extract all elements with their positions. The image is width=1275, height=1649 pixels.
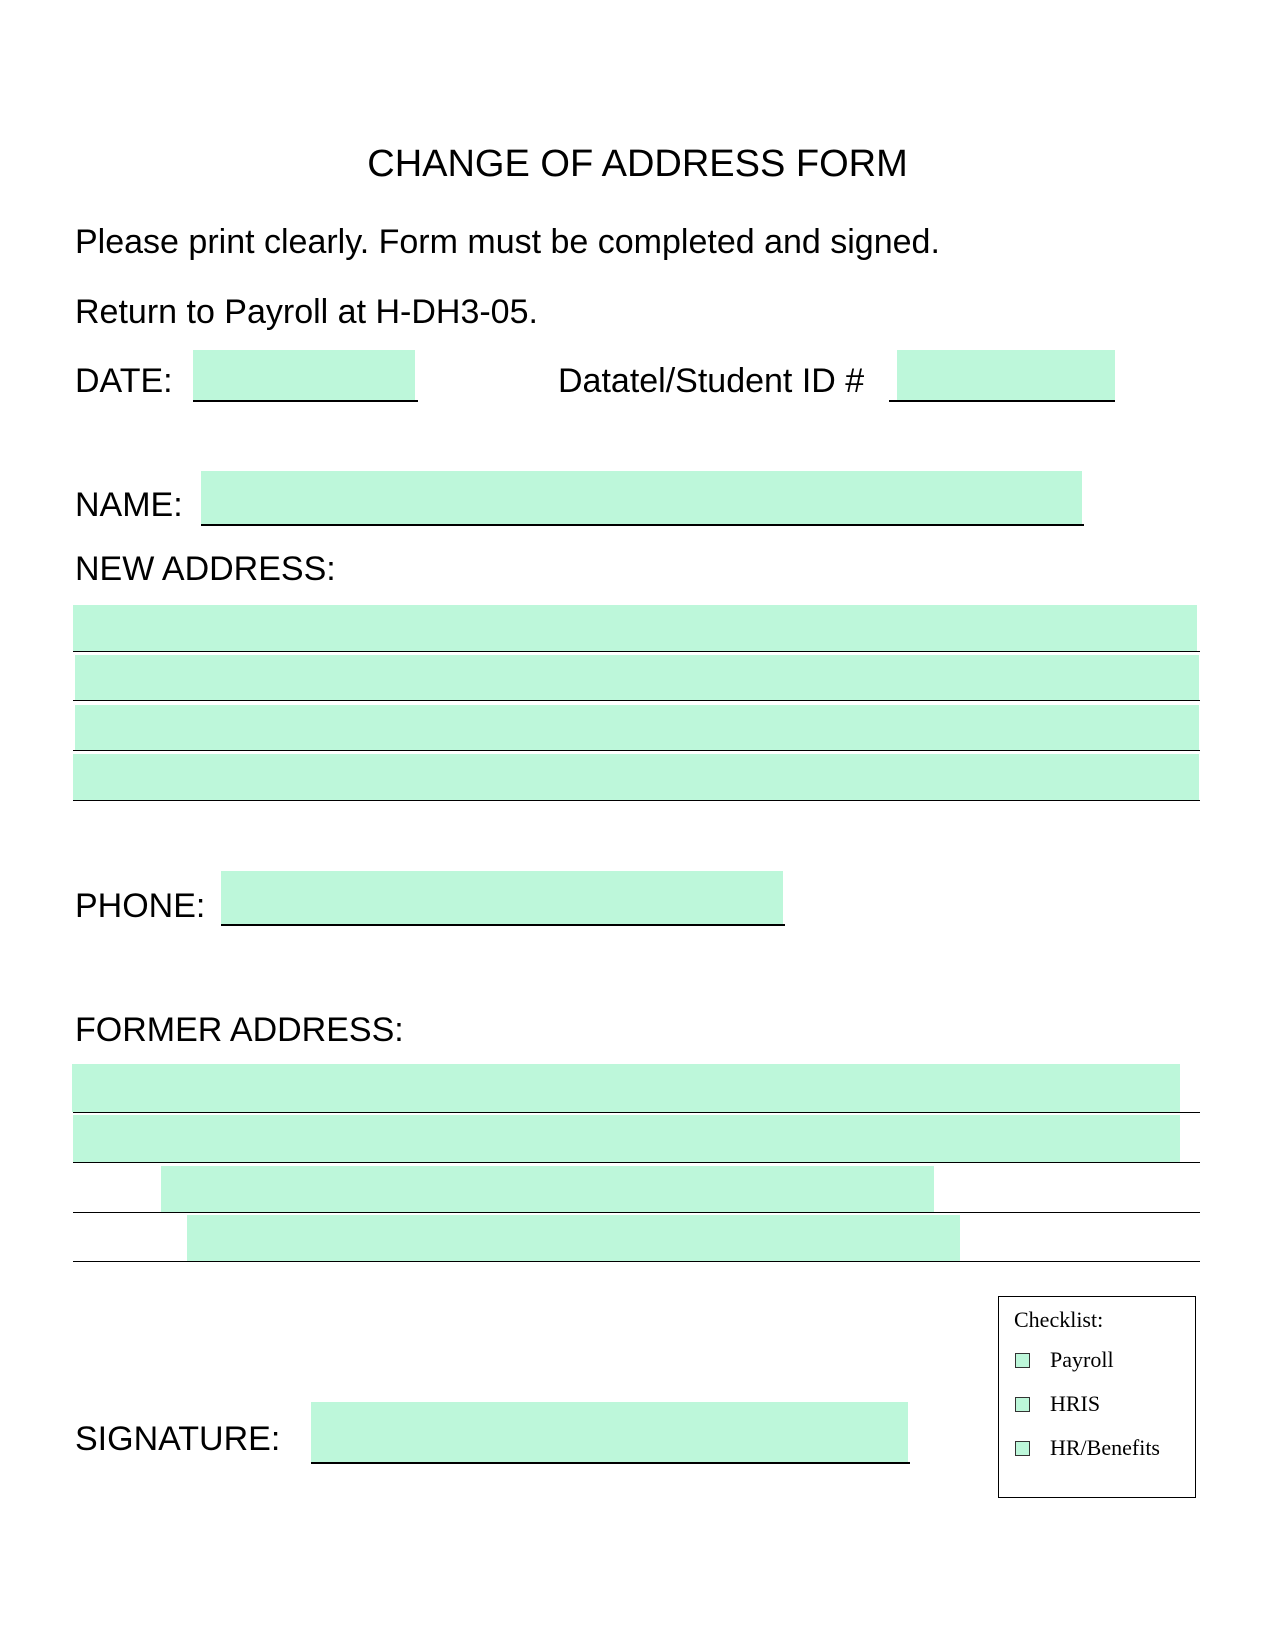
signature-underline [311, 1462, 910, 1464]
student-id-label: Datatel/Student ID # [558, 362, 865, 400]
student-id-underline [889, 400, 1115, 402]
instruction-return: Return to Payroll at H-DH3-05. [75, 293, 538, 331]
instruction-print: Please print clearly. Form must be completed and signed. [75, 223, 940, 261]
former-address-line-4[interactable] [187, 1215, 960, 1261]
phone-underline [221, 924, 785, 926]
new-address-line-2[interactable] [75, 655, 1199, 701]
former-address-line-3[interactable] [161, 1166, 934, 1212]
new-address-underline-2 [73, 700, 1200, 701]
new-address-label: NEW ADDRESS: [75, 550, 336, 588]
phone-field[interactable] [221, 871, 783, 925]
hr-benefits-checkbox[interactable] [1015, 1441, 1030, 1456]
new-address-underline-3 [73, 750, 1200, 751]
signature-label: SIGNATURE: [75, 1420, 281, 1458]
new-address-line-4[interactable] [73, 754, 1199, 800]
checklist-title: Checklist: [1014, 1307, 1104, 1332]
checklist-item-label: Payroll [1050, 1347, 1114, 1372]
checklist-box [998, 1296, 1196, 1498]
new-address-underline-4 [73, 800, 1200, 801]
new-address-underline-1 [73, 651, 1200, 652]
date-underline [193, 400, 418, 402]
former-address-underline-1 [73, 1112, 1200, 1113]
date-field[interactable] [193, 350, 415, 402]
checklist-item-hr-benefits[interactable] [1015, 1435, 1160, 1461]
hris-checkbox[interactable] [1015, 1397, 1030, 1412]
checklist-item-payroll[interactable] [1015, 1347, 1114, 1373]
checklist-item-hris[interactable] [1015, 1391, 1100, 1417]
checklist-item-label: HR/Benefits [1050, 1435, 1160, 1460]
former-address-underline-4 [73, 1261, 1200, 1262]
name-underline [201, 524, 1084, 526]
date-label: DATE: [75, 362, 173, 400]
former-address-line-2[interactable] [73, 1115, 1180, 1162]
new-address-line-3[interactable] [75, 705, 1199, 751]
name-label: NAME: [75, 486, 183, 524]
new-address-line-1[interactable] [73, 605, 1197, 652]
former-address-line-1[interactable] [72, 1064, 1180, 1112]
former-address-underline-2 [73, 1162, 1200, 1163]
former-address-label: FORMER ADDRESS: [75, 1011, 404, 1049]
signature-field[interactable] [311, 1402, 908, 1464]
payroll-checkbox[interactable] [1015, 1353, 1030, 1368]
form-title: CHANGE OF ADDRESS FORM [367, 143, 908, 185]
phone-label: PHONE: [75, 887, 206, 925]
checklist-item-label: HRIS [1050, 1391, 1101, 1416]
student-id-field[interactable] [897, 350, 1115, 402]
name-field[interactable] [201, 471, 1082, 526]
former-address-underline-3 [73, 1212, 1200, 1213]
